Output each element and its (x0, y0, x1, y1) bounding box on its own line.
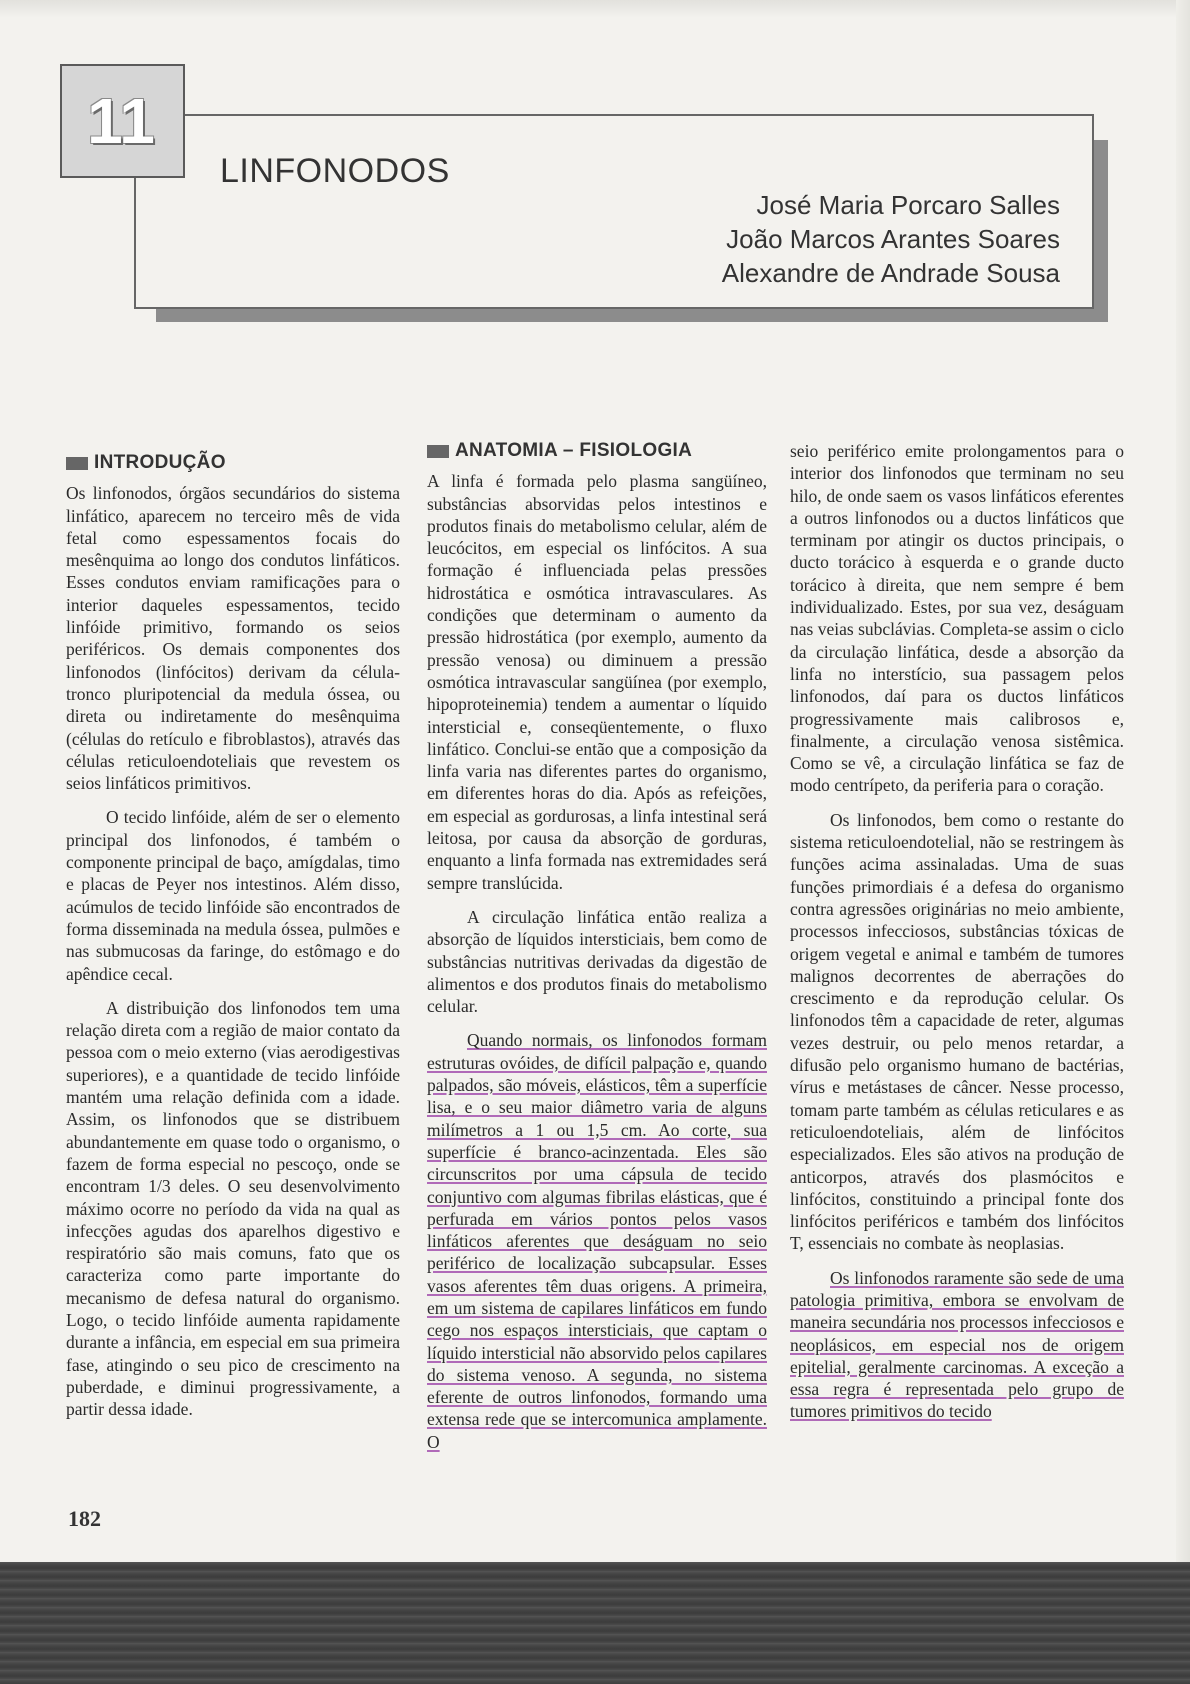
chapter-title: LINFONODOS (220, 152, 450, 190)
heading-bar-icon (427, 445, 449, 458)
scan-edge-top (0, 0, 1190, 18)
author-list (722, 188, 1060, 290)
paragraph: seio periférico emite prolongamentos para o interior dos linfonodos que terminam no seu hilo, de onde saem os vasos linfáticos eferentes a outros linfonodos ou a ductos linfáticos que terminam por atingir os ductos principais, o ducto torácico à esquerda e o grande ducto torácico à direita, que nem sempre é bem individualizado. Estes, por sua vez, deságuam nas veias subclávias. Completa-se assim o ciclo da circulação linfática, desde a absorção da linfa no interstício, sua passagem pelos linfonodos, daí para os ductos linfáticos progressivamente mais calibrosos e, finalmente, a circulação venosa sistêmica. Como se vê, a circulação linfática se faz de modo centrípeto, da periferia para o coração. (790, 441, 1124, 796)
author-name: João Marcos Arantes Soares (726, 224, 1060, 254)
author-name: Alexandre de Andrade Sousa (721, 258, 1060, 288)
heading-bar-icon (66, 457, 88, 470)
text-column-1 (66, 452, 400, 1432)
paragraph: A distribuição dos linfonodos tem uma relação direta com a região de maior contato da pessoa com o meio externo (vias aerodigestivas superiores), e a quantidade de tecido linfóide mantém uma relação definida com a idade. Assim, os linfonodos que se distribuem abundantemente em quase todo o organismo, o fazem de forma especial no pescoço, onde se encontram 1/3 deles. O seu desenvolvimento máximo ocorre no período da vida na qual as infecções agudas dos aparelhos digestivo e respiratório são mais comuns, fato que os caracteriza como parte importante do mecanismo de defesa natural do organismo. Logo, o tecido linfóide aumenta rapidamente durante a infância, em especial em sua primeira fase, atingindo o seu pico de crescimento na puberdade, e diminui progressivamente, a partir dessa idade. (66, 997, 400, 1420)
paragraph: O tecido linfóide, além de ser o elemento principal dos linfonodos, é também o componente principal de baço, amígdalas, timo e placas de Peyer nos intestinos. Além disso, acúmulos de tecido linfóide são encontrados de forma disseminada na medula óssea, pulmões e nas submucosas da faringe, do estômago e do apêndice cecal. (66, 807, 400, 984)
paragraph: A circulação linfática então realiza a absorção de líquidos intersticiais, bem como de substâncias nutritivas derivadas da digestão de alimentos e dos produtos finais do metabolismo celular. (427, 906, 767, 1017)
scan-edge-right (1176, 0, 1190, 1684)
page-number: 182 (68, 1506, 101, 1531)
title-frame-shadow-bottom (156, 308, 1108, 322)
chapter-number-box (60, 64, 185, 178)
title-frame-shadow (1094, 140, 1108, 320)
paragraph: Os linfonodos, bem como o restante do sistema reticuloendotelial, não se restringem às funções acima assinaladas. Uma de suas funções primordiais é a defesa do organismo contra agressões originárias no meio ambiente, processos infecciosos, substâncias tóxicas de origem vegetal e animal e também de tumores malignos decorrentes de aberrações do crescimento e da reprodução celular. Os linfonodos têm a capacidade de reter, algumas vezes destruir, ou pelo menos retardar, a difusão pelo organismo humano de bactérias, vírus e metástases de câncer. Nesse processo, tomam parte também as células reticulares e as reticuloendoteliais, além de linfócitos especializados. Eles são ativos na produção de anticorpos, através dos plasmócitos e linfócitos, constituindo a principal fonte dos linfócitos periféricos e também dos linfócitos T, essenciais no combate às neoplasias. (790, 809, 1124, 1254)
paragraph: A linfa é formada pelo plasma sangüíneo, substâncias absorvidas pelos intestinos e produtos finais do metabolismo celular, além de leucócitos, em especial os linfócitos. A sua formação é influenciada pelas pressões hidrostática e osmótica intravasculares. As condições que determinam o aumento da pressão hidrostática (por exemplo, aumento da pressão venosa) ou diminuem a pressão osmótica intravascular sangüínea (por exemplo, hipoproteinemia) tendem a aumentar o líquido intersticial e, conseqüentemente, o fluxo linfático. Conclui-se então que a composição da linfa varia nas diferentes partes do organismo, em diferentes horas do dia. Após as refeições, em especial as gordurosas, a linfa intestinal será leitosa, por causa da absorção de gorduras, enquanto a linfa formada nas extremidades será sempre translúcida. (427, 471, 767, 893)
text-column-3 (790, 440, 1124, 1435)
section-heading-introducao: INTRODUÇÃO (66, 452, 400, 474)
author-name: José Maria Porcaro Salles (756, 190, 1060, 220)
scan-edge-bottom (0, 1562, 1190, 1684)
paragraph-highlighted: Os linfonodos raramente são sede de uma patologia primitiva, embora se envolvam de maneira secundária nos processos infecciosos e neoplásicos, em especial nos de origem epitelial, geralmente carcinomas. A exceção a essa regra é representada pelo grupo de tumores primitivos do tecido (790, 1267, 1124, 1422)
section-heading-anatomia: ANATOMIA – FISIOLOGIA (427, 440, 767, 462)
paragraph-highlighted: Quando normais, os linfonodos formam estruturas ovóides, de difícil palpação e, quando palpados, são móveis, elásticos, têm a superfície lisa, e o seu maior diâmetro varia de alguns milímetros a 1 ou 1,5 cm. Ao corte, sua superfície é branco-acinzentada. Eles são circunscritos por uma cápsula de tecido conjuntivo com algumas fibrilas elásticas, que é perfurada em vários pontos pelos vasos linfáticos aferentes que deságuam no seio periférico de localização subcapsular. Esses vasos aferentes têm duas origens. A primeira, em um sistema de capilares linfáticos em fundo cego nos espaços intersticiais, que captam o líquido intersticial não absorvido pelos capilares do sistema venoso. A segunda, no sistema eferente de outros linfonodos, formando uma extensa rede que se intercomunica amplamente. O (427, 1030, 767, 1452)
paragraph: Os linfonodos, órgãos secundários do sistema linfático, aparecem no terceiro mês de vida fetal como espessamentos focais do mesênquima ao longo dos condutos linfáticos. Esses condutos enviam ramificações para o interior daqueles espessamentos, tecido linfóide primitivo, formando os seios periféricos. Os demais componentes dos linfonodos (linfócitos) derivam da célula-tronco pluripotencial da medula óssea, ou direta ou indiretamente do mesênquima (células do retículo e fibroblastos), através das células reticuloendoteliais que revestem os seios linfáticos primitivos. (66, 483, 400, 794)
text-column-2 (427, 440, 767, 1465)
chapter-number: 11 (87, 85, 155, 157)
